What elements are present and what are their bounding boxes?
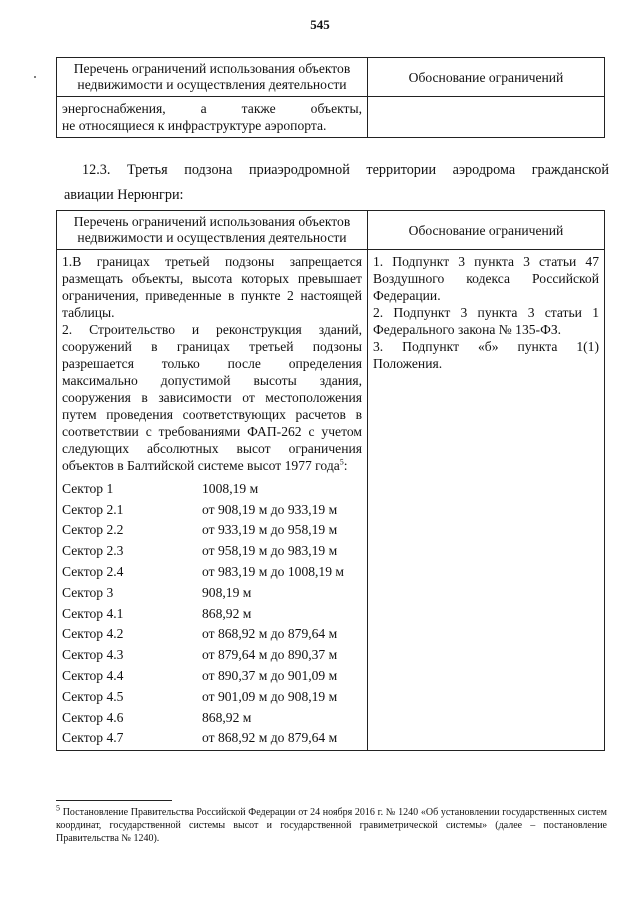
restriction-item-2-tail: : bbox=[343, 458, 348, 473]
sector-row bbox=[62, 665, 362, 686]
sector-name: Сектор 3 bbox=[62, 584, 114, 600]
sector-row bbox=[62, 499, 362, 520]
sector-row bbox=[62, 520, 362, 541]
sector-row bbox=[62, 686, 362, 707]
sector-height: от 983,19 м до 1008,19 м bbox=[202, 564, 345, 580]
sector-name: Сектор 4.6 bbox=[62, 709, 124, 725]
section-paragraph bbox=[64, 158, 609, 208]
table1-header-basis: Обоснование ограничений bbox=[368, 58, 605, 97]
sector-row bbox=[62, 728, 362, 749]
table1-empty-basis-cell bbox=[368, 97, 605, 138]
paragraph-line1: 12.3. Третья подзона приаэродромной территории аэродрома гражданской bbox=[82, 162, 609, 178]
sector-name: Сектор 2.2 bbox=[62, 522, 124, 538]
sector-name: Сектор 4.2 bbox=[62, 626, 124, 642]
sector-height: от 868,92 м до 879,64 м bbox=[202, 626, 338, 642]
restrictions-table bbox=[56, 210, 605, 751]
sector-row bbox=[62, 644, 362, 665]
table1-cont-line2: не относящиеся к инфраструктуре аэропорта. bbox=[62, 118, 327, 133]
sector-height: от 879,64 м до 890,37 м bbox=[202, 647, 338, 663]
sector-height: 908,19 м bbox=[202, 584, 252, 600]
sector-row bbox=[62, 707, 362, 728]
sector-height: от 901,09 м до 908,19 м bbox=[202, 688, 338, 704]
table2-header-restrictions: Перечень ограничений использования объектов недвижимости и осуществления деятельности bbox=[57, 211, 368, 250]
table1-header-restrictions: Перечень ограничений использования объектов недвижимости и осуществления деятельности bbox=[57, 58, 368, 97]
basis-item-1: 1. Подпункт 3 пункта 3 статьи 47 Воздушного кодекса Российской Федерации. bbox=[373, 254, 599, 303]
sector-height: 868,92 м bbox=[202, 709, 252, 725]
sector-row bbox=[62, 582, 362, 603]
table2-restrictions-cell bbox=[57, 250, 368, 751]
sector-row bbox=[62, 624, 362, 645]
sector-name: Сектор 4.1 bbox=[62, 605, 124, 621]
paragraph-line2: авиации Нерюнгри: bbox=[64, 187, 184, 203]
sector-name: Сектор 1 bbox=[62, 480, 114, 496]
page-number: 545 bbox=[310, 17, 330, 32]
footnote bbox=[56, 803, 607, 845]
sector-name: Сектор 4.5 bbox=[62, 688, 124, 704]
footnote-marker: 5 bbox=[56, 803, 60, 813]
sector-name: Сектор 2.4 bbox=[62, 564, 124, 580]
sector-name: Сектор 2.1 bbox=[62, 501, 124, 517]
restriction-item-1: 1.В границах третьей подзоны запрещается размещать объекты, высота которых превышает ограничения, приведенные в пункте 2 настоящей таблицы. bbox=[62, 254, 362, 320]
sector-row bbox=[62, 478, 362, 499]
sector-height: от 933,19 м до 958,19 м bbox=[202, 522, 338, 538]
footnote-separator bbox=[56, 800, 172, 801]
basis-item-3: 3. Подпункт «б» пункта 1(1) Положения. bbox=[373, 339, 599, 371]
table1-cont-line1: энергоснабжения, а также объекты, bbox=[62, 101, 362, 116]
sector-height: от 958,19 м до 983,19 м bbox=[202, 543, 338, 559]
restriction-item-2-text: 2. Строительство и реконструкция зданий, сооружений в границах третьей подзоны разрешается только после определения максимально допустимой высоты здания, сооружения в зависимости от местоположения путем проведения соответствующих расчетов в соответствии с требованиями ФАП-262 с учетом следующих абсолютных высот ограничения объектов в Балтийской системе высот 1977 года bbox=[62, 322, 362, 473]
sector-row bbox=[62, 561, 362, 582]
table1-continuation-cell bbox=[57, 97, 368, 138]
scan-speck bbox=[34, 76, 36, 78]
sector-name: Сектор 4.7 bbox=[62, 730, 124, 746]
continuation-table bbox=[56, 57, 605, 138]
sector-height: от 908,19 м до 933,19 м bbox=[202, 501, 338, 517]
footnote-text: Постановление Правительства Российской Федерации от 24 ноября 2016 г. № 1240 «Об установлении государственных систем координат, государственной системы высот и государственной гравиметрической системы» (далее – постановление Правительства № 1240). bbox=[56, 807, 607, 844]
restriction-item-2 bbox=[62, 321, 362, 474]
sector-height: от 890,37 м до 901,09 м bbox=[202, 668, 338, 684]
sector-name: Сектор 2.3 bbox=[62, 543, 124, 559]
sector-height: от 868,92 м до 879,64 м bbox=[202, 730, 338, 746]
sector-row bbox=[62, 540, 362, 561]
footnote-ref: 5 bbox=[339, 457, 344, 467]
sector-list bbox=[62, 478, 362, 748]
sector-row bbox=[62, 603, 362, 624]
sector-name: Сектор 4.3 bbox=[62, 647, 124, 663]
sector-height: 1008,19 м bbox=[202, 480, 259, 496]
sector-name: Сектор 4.4 bbox=[62, 668, 124, 684]
table2-header-basis: Обоснование ограничений bbox=[368, 211, 605, 250]
table2-basis-cell bbox=[368, 250, 605, 751]
sector-height: 868,92 м bbox=[202, 605, 252, 621]
basis-item-2: 2. Подпункт 3 пункта 3 статьи 1 Федерального закона № 135-ФЗ. bbox=[373, 305, 599, 337]
